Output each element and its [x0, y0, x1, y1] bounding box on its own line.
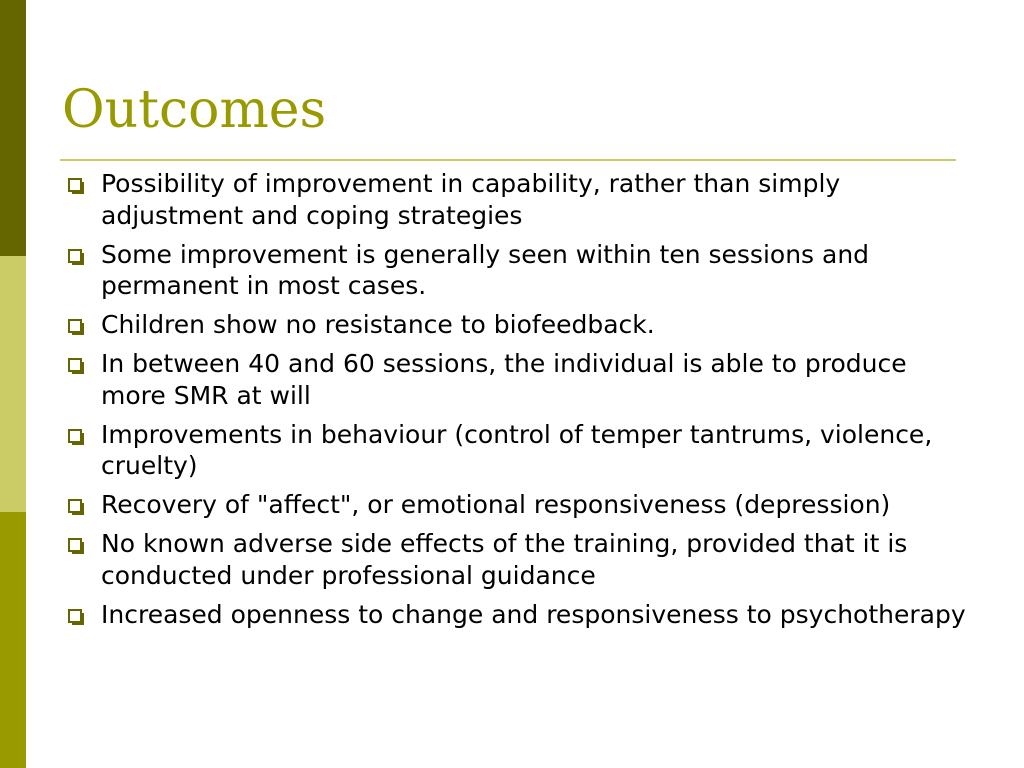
- bullet-text: Improvements in behaviour (control of temper tantrums, violence, cruelty): [101, 419, 933, 480]
- square-bullet-icon: [68, 429, 82, 443]
- side-bar-middle: [0, 256, 26, 512]
- bullet-text: Children show no resistance to biofeedback.: [101, 310, 655, 339]
- square-bullet-icon: [68, 609, 82, 623]
- bullet-item: [66, 489, 966, 521]
- square-bullet-icon: [68, 499, 82, 513]
- bullet-item: [66, 239, 966, 302]
- bullet-list: [66, 168, 966, 638]
- bullet-text: In between 40 and 60 sessions, the individual is able to produce more SMR at will: [101, 349, 907, 410]
- square-bullet-icon: [68, 319, 82, 333]
- bullet-text: Increased openness to change and responsiveness to psychotherapy: [101, 599, 966, 629]
- square-bullet-icon: [68, 178, 82, 192]
- bullet-item: [66, 528, 966, 591]
- square-bullet-icon: [68, 249, 82, 263]
- bullet-item: [66, 348, 966, 411]
- bullet-text: Some improvement is generally seen within ten sessions and permanent in most cases.: [101, 239, 870, 300]
- side-bar-bottom: [0, 512, 26, 768]
- square-bullet-icon: [68, 538, 82, 552]
- bullet-text: No known adverse side effects of the training, provided that it is conducted under professional guidance: [101, 529, 908, 590]
- bullet-item: [66, 309, 966, 341]
- bullet-text: Possibility of improvement in capability, rather than simply adjustment and coping strategies: [101, 169, 841, 230]
- bullet-item: [66, 168, 966, 231]
- bullet-text: Recovery of "affect", or emotional responsiveness (depression): [101, 490, 891, 519]
- bullet-item: [66, 599, 966, 631]
- side-bar-top: [0, 0, 26, 256]
- bullet-item: [66, 419, 966, 482]
- title-divider: [60, 159, 956, 161]
- slide-title: Outcomes: [62, 80, 327, 140]
- square-bullet-icon: [68, 358, 82, 372]
